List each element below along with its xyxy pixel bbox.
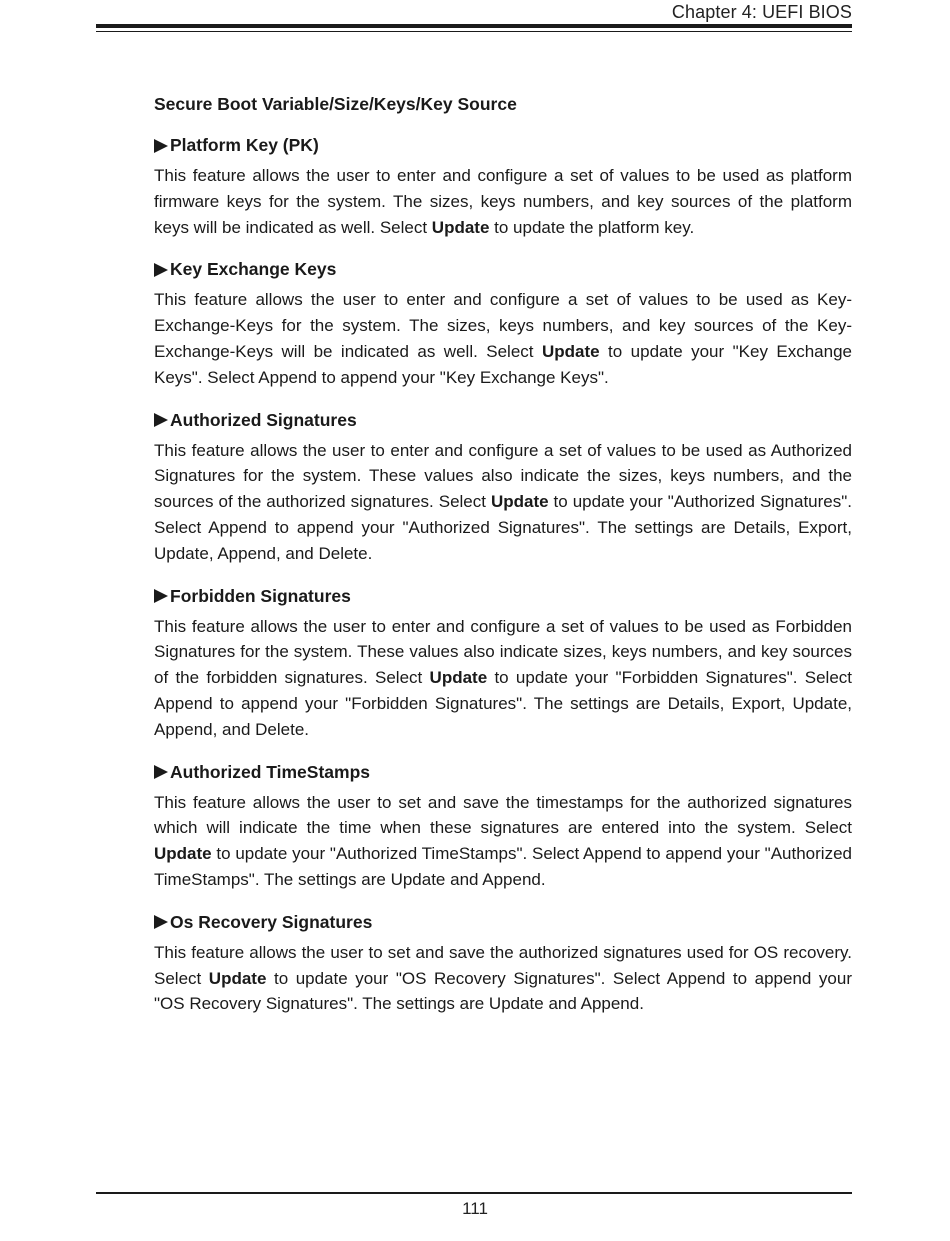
section-title [154, 135, 852, 156]
body-text: This feature allows the user to enter and configure a set of values to be used as platform firmware keys for the system. The sizes, keys numbers, and key sources of the platform keys will be indicated as well. Select [154, 166, 852, 237]
section-title-text: Platform Key (PK) [170, 135, 319, 155]
section-forbidden-signatures [154, 586, 852, 743]
section-title [154, 762, 852, 783]
section-title-text: Authorized TimeStamps [170, 761, 370, 782]
triangle-right-icon [154, 263, 168, 277]
header-rule-thin [96, 31, 852, 32]
body-text: This feature allows the user to enter and configure a set of values to be used as Key-Exchange-Keys for the system. The sizes, keys numbers, and key sources of the Key-Exchange-Keys will be indicated as well. Select [154, 290, 852, 361]
triangle-right-icon [154, 765, 168, 779]
section-body [154, 438, 852, 567]
body-text: to update your "Forbidden Signatures". Select Append to append your "Forbidden Signatures". The settings are Details, Export, Update, Append, and Delete. [154, 668, 852, 739]
chapter-header: Chapter 4: UEFI BIOS [671, 2, 852, 22]
body-text-bold: Update [541, 341, 600, 361]
section-os-recovery-signatures [154, 912, 852, 1017]
section-body [154, 790, 852, 893]
page-heading: Secure Boot Variable/Size/Keys/Key Source [154, 94, 517, 114]
body-text-bold: Update [431, 217, 490, 237]
body-text: to update the platform key. [489, 217, 695, 237]
triangle-right-icon [154, 413, 168, 427]
section-title [154, 586, 852, 607]
triangle-right-icon [154, 915, 168, 929]
body-text: to update your "Authorized Signatures". Select Append to append your "Authorized Signatures". The settings are Details, Export, Update, Append, and Delete. [154, 492, 853, 563]
body-text-bold: Update [208, 968, 267, 988]
footer-rule [96, 1192, 852, 1194]
header-rule-thick [96, 24, 852, 28]
section-platform-key [154, 135, 852, 240]
section-body [154, 287, 852, 390]
section-authorized-signatures [154, 410, 852, 567]
page-content [154, 94, 852, 1036]
section-body [154, 614, 852, 743]
section-title-text: Key Exchange Keys [170, 259, 337, 280]
body-text: This feature allows the user to set and save the authorized signatures used for OS recovery. Select [154, 942, 852, 988]
page-number: 111 [462, 1199, 488, 1218]
section-title [154, 259, 852, 280]
body-text: This feature allows the user to enter and configure a set of values to be used as Authorized Signatures for the system. These values also indicate the sizes, keys numbers, and the sources of the authorized signatures. Select [154, 440, 852, 512]
body-text: to update your "OS Recovery Signatures". Select Append to append your "OS Recovery Signatures". The settings are Update and Append. [154, 968, 852, 1014]
section-title-text: Os Recovery Signatures [170, 911, 373, 932]
body-text: This feature allows the user to set and save the timestamps for the authorized signatures which will indicate the time when these signatures are entered into the system. Select [154, 792, 852, 838]
section-title-text: Forbidden Signatures [170, 585, 351, 606]
section-title [154, 410, 852, 431]
section-title-text: Authorized Signatures [170, 409, 357, 430]
body-text-bold: Update [429, 668, 488, 688]
body-text-bold: Update [154, 844, 212, 864]
section-title [154, 912, 852, 933]
section-body [154, 163, 852, 240]
body-text: to update your "Authorized TimeStamps". Select Append to append your "Authorized TimeStamps". The settings are Update and Append. [154, 844, 852, 889]
triangle-right-icon [154, 589, 168, 603]
body-text: to update your "Key Exchange Keys". Select Append to append your "Key Exchange Keys". [154, 341, 853, 387]
section-authorized-timestamps [154, 762, 852, 893]
section-key-exchange-keys [154, 259, 852, 390]
body-text-bold: Update [490, 492, 549, 512]
body-text: This feature allows the user to enter and configure a set of values to be used as Forbidden Signatures for the system. These values also indicate sizes, keys numbers, and key sources of the forbidden signatures. Select [154, 616, 852, 688]
triangle-right-icon [154, 139, 168, 153]
section-body [154, 940, 852, 1017]
